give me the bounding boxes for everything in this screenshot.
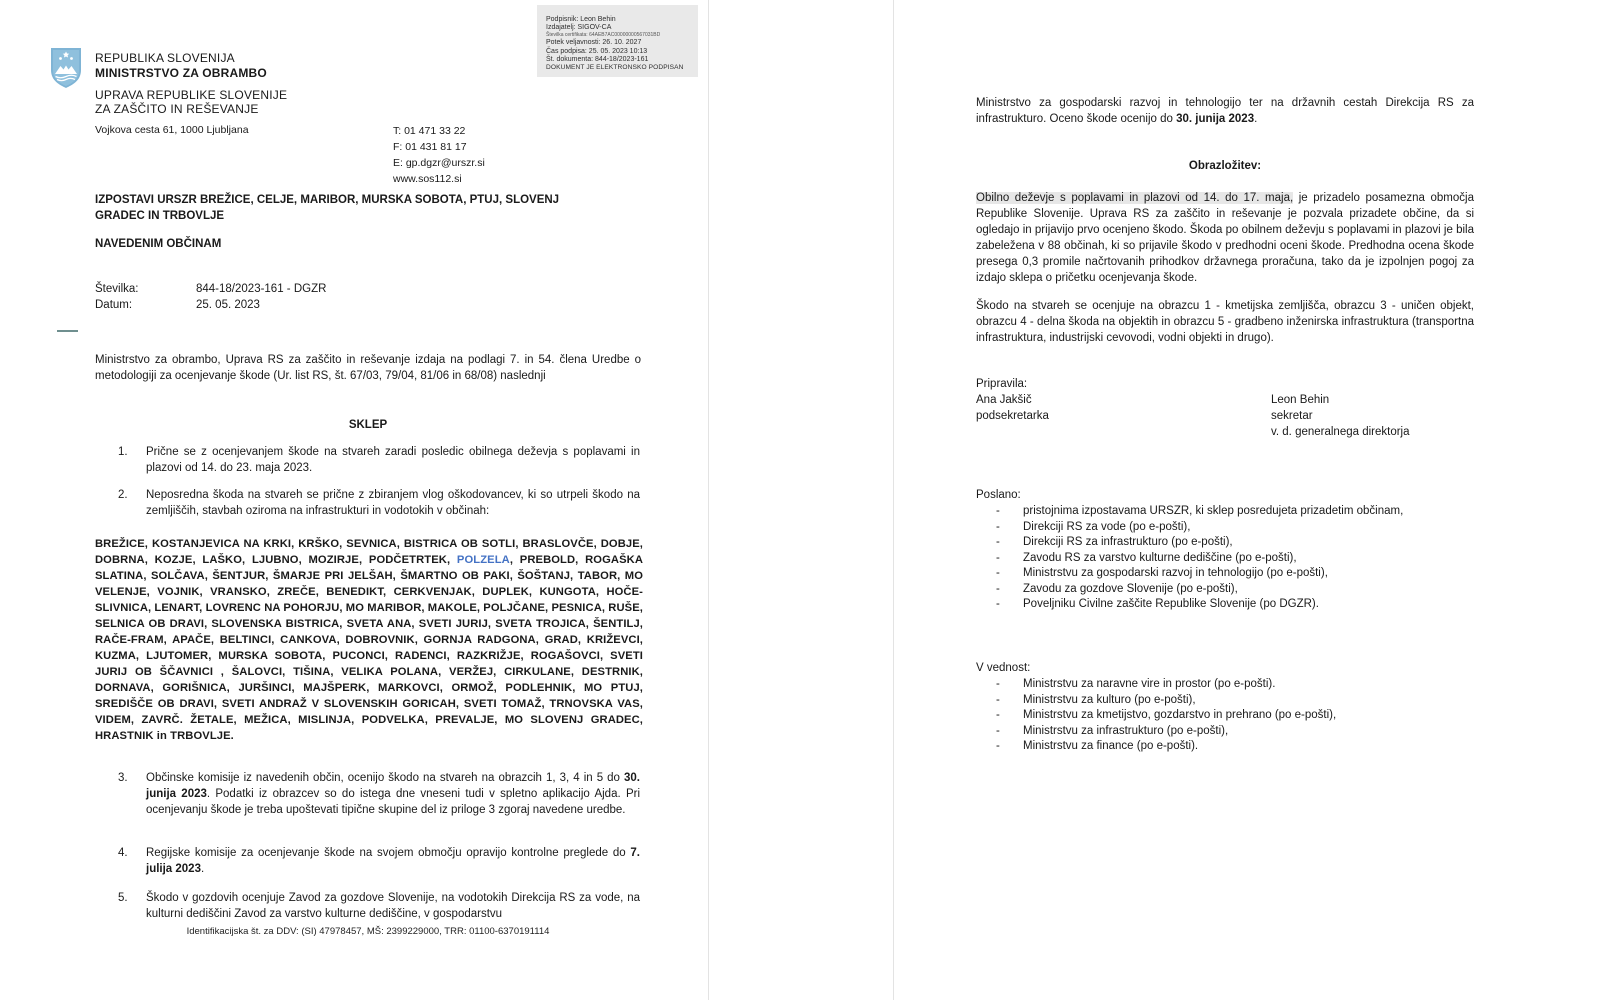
contact-block (393, 123, 485, 187)
address-line: Vojkova cesta 61, 1000 Ljubljana (95, 124, 249, 136)
dash-bullet: - (996, 598, 1000, 610)
poslano-item-text: Direkciji RS za vode (po e-pošti), (1023, 520, 1191, 533)
item-number: 4. (118, 847, 128, 859)
municipality-list-before: BREŽICE, KOSTANJEVICA NA KRKI, KRŠKO, SEVNICA, BISTRICA OB SOTLI, BRASLOVČE, DOBJE, DOBRNA, KOZJE, LAŠKO, LJUBNO, MOZIRJE, PODČETRTEK, (95, 538, 643, 566)
poslano-item (976, 504, 1486, 520)
dept-line-1: UPRAVA REPUBLIKE SLOVENIJE (95, 88, 288, 102)
phone-line: T: 01 471 33 22 (393, 125, 466, 137)
item-bold-date: 30. junija 2023 (146, 772, 640, 800)
preparer-role: podsekretarka (976, 410, 1049, 422)
poslano-item (976, 520, 1486, 536)
signature-stamp (537, 5, 698, 77)
municipality-list (95, 536, 643, 744)
vednost-item (976, 693, 1486, 709)
polzela-link[interactable]: POLZELA (456, 554, 510, 566)
poslano-item-text: Zavodu za gozdove Slovenije (po e-pošti), (1023, 582, 1238, 595)
stamp-sign-time: Čas podpisa: 25. 05. 2023 10:13 (546, 47, 648, 55)
list-item-2 (118, 487, 640, 519)
vednost-item-text: Ministrstvu za kulturo (po e-pošti), (1023, 693, 1196, 706)
poslano-item-text: Poveljniku Civilne zaščite Republike Slovenije (po DGZR). (1023, 598, 1319, 610)
item-text: Škodo v gozdovih ocenjuje Zavod za gozdove Slovenije, na vodotokih Direkcija RS za vode, na kulturni dediščini Zavod za varstvo kulturne dediščine, v gospodarstvu (146, 892, 640, 920)
dash-bullet: - (996, 709, 1000, 721)
municipality-list-after: , PREBOLD, ROGAŠKA SLATINA, SOLČAVA, ŠENTJUR, ŠMARJE PRI JELŠAH, ŠMARTNO OB PAKI, ŠOŠTANJ, TABOR, MO VELENJE, VOJNIK, VRANSKO, ZREČE, BENEDIKT, CERKVENJAK, DUPLEK, KUNGOTA, HOČE-SLIVNICA, LENART, LOVRENC NA POHORJU, MO MARIBOR, MAKOLE, POLJČANE, PESNICA, RUŠE, SELNICA OB DRAVI, SLOVENSKA BISTRICA, SVETA ANA, SVETI JURIJ, SVETA TROJICA, ŠENTILJ, RAČE-FRAM, APAČE, BELTINCI, CANKOVA, DOBROVNIK, GORNJA RADGONA, GRAD, KRIŽEVCI, KUZMA, LJUTOMER, MURSKA SOBOTA, PUCONCI, RADENCI, RAZKRIŽJE, ROGAŠOVCI, SVETI JURIJ OB ŠČAVNICI , ŠALOVCI, TIŠINA, VELIKA POLANA, VERŽEJ, CIRKULANE, DESTRNIK, DORNAVA, GORIŠNICA, JURŠINCI, MAJŠPERK, MARKOVCI, ORMOŽ, PODLEHNIK, MO PTUJ, SREDIŠČE OB DRAVI, SVETI ANDRAŽ V SLOVENSKIH GORICAH, SVETI TOMAŽ, TRNOVSKA VAS, VIDEM, ZAVRČ. ŽETALE, MEŽICA, MISLINJA, PODVELKA, PREVALJE, MO SLOVENJ GRADEC, HRASTNIK in TRBOVLJE. (95, 554, 643, 742)
dash-bullet: - (996, 520, 1000, 533)
vednost-item-text: Ministrstvu za kmetijstvo, gozdarstvo in prehrano (po e-pošti), (1023, 709, 1337, 721)
poslano-item (976, 597, 1486, 613)
dash-bullet: - (996, 740, 1000, 752)
poslano-item (976, 582, 1486, 598)
pripravila-label: Pripravila: (976, 378, 1028, 390)
explanation-paragraph-2: Škodo na stvareh se ocenjuje na obrazcu 1 - kmetijska zemljišča, obrazcu 3 - uničen objekt, obrazcu 4 - delna škoda na objektih in obrazcu 5 - gradbeno inženirska infrastruktura (transportna infrastruktura, industrijski cevovodi, vodni objekti in drugo). (976, 300, 1474, 344)
poslano-item-text: Direkciji RS za infrastrukturo (po e-pošti), (1023, 536, 1233, 548)
dash-bullet: - (996, 567, 1000, 579)
page-footer: Identifikacijska št. za DDV: (SI) 47978457, MŠ: 2399229000, TRR: 01100-6370191114 (186, 926, 550, 937)
list-item-1 (118, 444, 640, 476)
item-number: 1. (118, 446, 128, 458)
item-text: Občinske komisije iz navedenih občin, ocenijo škodo na stvareh na obrazcih 1, 3, 4 in 5 do (146, 772, 624, 784)
stamp-doc-number: Št. dokumenta: 844-18/2023-161 (546, 55, 649, 63)
vednost-item (976, 739, 1486, 755)
org-name: REPUBLIKA SLOVENIJA (95, 51, 235, 65)
dash-bullet: - (996, 536, 1000, 548)
vednost-item-text: Ministrstvu za naravne vire in prostor (po e-pošti). (1023, 678, 1276, 690)
list-item-5 (118, 890, 640, 922)
poslano-item (976, 551, 1486, 567)
highlighted-text: Obilno deževje s poplavami in plazovi od 14. do 17. maja, (976, 192, 1294, 204)
item-number: 3. (118, 772, 128, 784)
poslano-list (976, 504, 1486, 613)
poslano-item (976, 535, 1486, 551)
coat-of-arms-icon (49, 47, 83, 89)
list-item-4 (118, 845, 640, 877)
item-text: Neposredna škoda na stvareh se prične z zbiranjem vlog oškodovancev, ki so utrpeli škodo na zemljiščih, stavbah oziroma na infrastrukturi in vodotokih v občinah: (146, 489, 640, 517)
ref-date-value: 25. 05. 2023 (196, 299, 260, 311)
item-number: 5. (118, 892, 128, 904)
signer-name: Leon Behin (1271, 394, 1330, 406)
recipient-heading: IZPOSTAVI URSZR BREŽICE, CELJE, MARIBOR, MURSKA SOBOTA, PTUJ, SLOVENJ GRADEC IN TRBOVLJE (95, 194, 560, 222)
signer-role-1: sekretar (1271, 410, 1313, 422)
item-bold-date: 7. julija 2023 (146, 847, 640, 875)
vednost-item (976, 677, 1486, 693)
explanation-text: je prizadelo posamezna območja Republike Slovenije. Uprava RS za zaščito in reševanje je pozvala prizadete občine, da si ogledajo in prijavijo prvo ocenjeno škodo. Škoda po obilnem deževju s poplavami in plazovi je bila zabeležena v 88 občinah, ki so prijavile škodo v predhodni oceni škode. Predhodna ocena škode presega 0,3 promile načrtovanih prihodkov državnega proračuna, tako da je izpolnjen pogoj za izdajo sklepa o pričetku ocenjevanja škode. (976, 192, 1474, 284)
dash-bullet: - (996, 724, 1000, 737)
stamp-validity: Potek veljavnosti: 26. 10. 2027 (546, 39, 642, 47)
dash-bullet: - (996, 678, 1000, 690)
item-text: Prične se z ocenjevanjem škode na stvareh zaradi posledic obilnega deževja s poplavami in plazovi od 14. do 23. maja 2023. (146, 446, 640, 474)
preparer-block (976, 376, 1049, 424)
vednost-item (976, 724, 1486, 740)
website-line: www.sos112.si (393, 173, 462, 185)
signer-role-2: v. d. generalnega direktorja (1271, 426, 1410, 438)
vednost-item-text: Ministrstvu za infrastrukturo (po e-pošti), (1023, 724, 1229, 737)
dash-bullet: - (996, 505, 1000, 517)
vednost-list (976, 677, 1486, 755)
continuation-bold-date: 30. junija 2023 (1176, 113, 1255, 125)
explanation-paragraph-1 (976, 190, 1474, 286)
item-number: 2. (118, 489, 128, 501)
poslano-item-text: Zavodu RS za varstvo kulturne dediščine (po e-pošti), (1023, 551, 1297, 564)
email-line: E: gp.dgzr@urszr.si (393, 157, 485, 169)
ref-date-label: Datum: (95, 299, 133, 311)
poslano-item-text: pristojnima izpostavama URSZR, ki sklep posredujeta prizadetim občinam, (1023, 505, 1404, 517)
vednost-heading: V vednost: (976, 662, 1031, 674)
dash-bullet: - (996, 693, 1000, 706)
poslano-item (976, 566, 1486, 582)
sklep-title: SKLEP (348, 419, 388, 431)
stamp-electronic-note: DOKUMENT JE ELEKTRONSKO PODPISAN (546, 64, 684, 72)
document-page-left (0, 0, 709, 1000)
signer-block (1271, 392, 1410, 440)
list-item-3 (118, 770, 640, 818)
poslano-heading: Poslano: (976, 489, 1021, 501)
fold-mark (57, 330, 78, 332)
item-text: . Podatki iz obrazcev so do istega dne vneseni tudi v spletno aplikacijo Ajda. Pri ocenjevanju škode je treba upoštevati tipične skupine del iz priloge 3 zgoraj navedene uredbe. (146, 788, 640, 816)
document-page-right (893, 0, 1600, 1000)
continuation-text-end: . (1254, 113, 1258, 125)
dash-bullet: - (996, 551, 1000, 564)
continuation-text: Ministrstvo za gospodarski razvoj in tehnologijo ter na državnih cestah Direkcija RS za infrastrukturo. Oceno škode ocenijo do (976, 97, 1474, 125)
stamp-issuer: Izdajatelj: SIGOV-CA (546, 24, 612, 32)
obrazlozitev-title: Obrazložitev: (1188, 160, 1262, 172)
ref-number-value: 844-18/2023-161 - DGZR (196, 283, 327, 295)
ministry-name: MINISTRSTVO ZA OBRAMBO (95, 66, 267, 80)
stamp-signer: Podpisnik: Leon Behin (546, 16, 616, 23)
item-text: Regijske komisije za ocenjevanje škode na svojem območju opravijo kontrolne preglede do (146, 847, 631, 859)
stamp-cert-number: Številka certifikata: 64AEB7AC00000000567031BD (546, 32, 661, 39)
vednost-item-text: Ministrstvu za finance (po e-pošti). (1023, 740, 1199, 752)
ref-number-label: Številka: (95, 283, 139, 295)
preparer-name: Ana Jakšič (976, 394, 1032, 406)
continuation-paragraph (976, 95, 1474, 127)
dept-line-2: ZA ZAŠČITO IN REŠEVANJE (95, 102, 259, 116)
item-text: . (200, 863, 205, 875)
recipient-secondary: NAVEDENIM OBČINAM (95, 238, 222, 250)
dash-bullet: - (996, 582, 1000, 595)
vednost-item (976, 708, 1486, 724)
intro-paragraph: Ministrstvo za obrambo, Uprava RS za zaščito in reševanje izdaja na podlagi 7. in 54. člena Uredbe o metodologiji za ocenjevanje škode (Ur. list RS, št. 67/03, 79/04, 81/06 in 68/08) naslednji (95, 354, 641, 382)
poslano-item-text: Ministrstvu za gospodarski razvoj in tehnologijo (po e-pošti), (1023, 567, 1328, 579)
fax-line: F: 01 431 81 17 (393, 141, 467, 153)
